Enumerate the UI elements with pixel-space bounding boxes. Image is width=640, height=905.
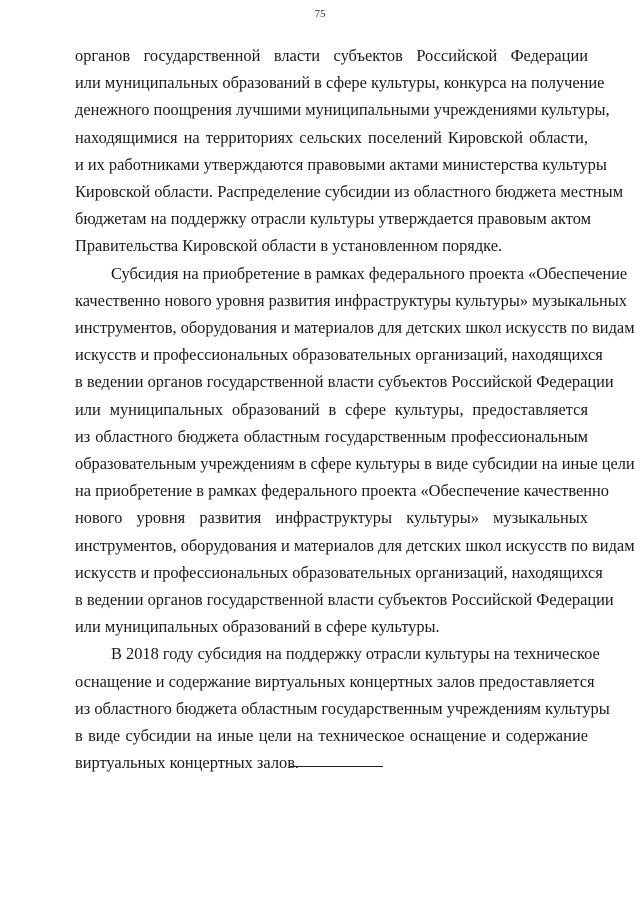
text-line: из областного бюджета областным государственным профессиональным [75, 426, 588, 446]
text-line: качественно нового уровня развития инфраструктуры культуры» музыкальных [75, 290, 627, 310]
text-line: образовательным учреждениям в сфере культуры в виде субсидии на иные цели [75, 454, 635, 474]
page-number: 75 [314, 8, 326, 20]
text-line: или муниципальных образований в сфере культуры. [75, 617, 440, 637]
paragraph-3 [75, 640, 610, 776]
text-line: искусств и профессиональных образовательных организаций, находящихся [75, 562, 603, 582]
text-line: нового уровня развития инфраструктуры культуры» музыкальных [75, 508, 588, 528]
text-line: в ведении органов государственной власти субъектов Российской Федерации [75, 590, 614, 610]
text-line: бюджетам на поддержку отрасли культуры утверждается правовым актом [75, 209, 592, 229]
text-line: Правительства Кировской области в установленном порядке. [75, 236, 503, 256]
text-line: и их работниками утверждаются правовыми актами министерства культуры [75, 154, 607, 174]
text-line: или муниципальных образований в сфере культуры, предоставляется [75, 399, 588, 419]
text-line: Кировской области. Распределение субсидии из областного бюджета местным [75, 182, 624, 202]
text-line: Субсидия на приобретение в рамках федерального проекта «Обеспечение [111, 263, 628, 283]
paragraph-2 [75, 260, 635, 641]
text-line: инструментов, оборудования и материалов для детских школ искусств по видам [75, 535, 635, 555]
text-line: в виде субсидии на иные цели на техническое оснащение и содержание [75, 726, 588, 746]
text-line: виртуальных концертных залов. [75, 753, 300, 773]
text-line: В 2018 году субсидия на поддержку отрасли культуры на техническое [111, 644, 600, 664]
text-line: из областного бюджета областным государственным учреждениям культуры [75, 698, 610, 718]
text-line: в ведении органов государственной власти субъектов Российской Федерации [75, 372, 614, 392]
text-line: инструментов, оборудования и материалов для детских школ искусств по видам [75, 318, 635, 338]
document-body [75, 42, 635, 776]
text-line: на приобретение в рамках федерального проекта «Обеспечение качественно [75, 481, 609, 501]
paragraph-1 [75, 42, 624, 260]
text-line: искусств и профессиональных образовательных организаций, находящихся [75, 345, 603, 365]
text-line: оснащение и содержание виртуальных концертных залов предоставляется [75, 671, 595, 691]
text-line: органов государственной власти субъектов Российской Федерации [75, 46, 588, 65]
text-line: находящимися на территориях сельских поселений Кировской области, [75, 127, 588, 147]
text-line: денежного поощрения лучшими муниципальными учреждениями культуры, [75, 100, 610, 120]
text-line: или муниципальных образований в сфере культуры, конкурса на получение [75, 73, 605, 93]
closing-divider [290, 766, 383, 767]
